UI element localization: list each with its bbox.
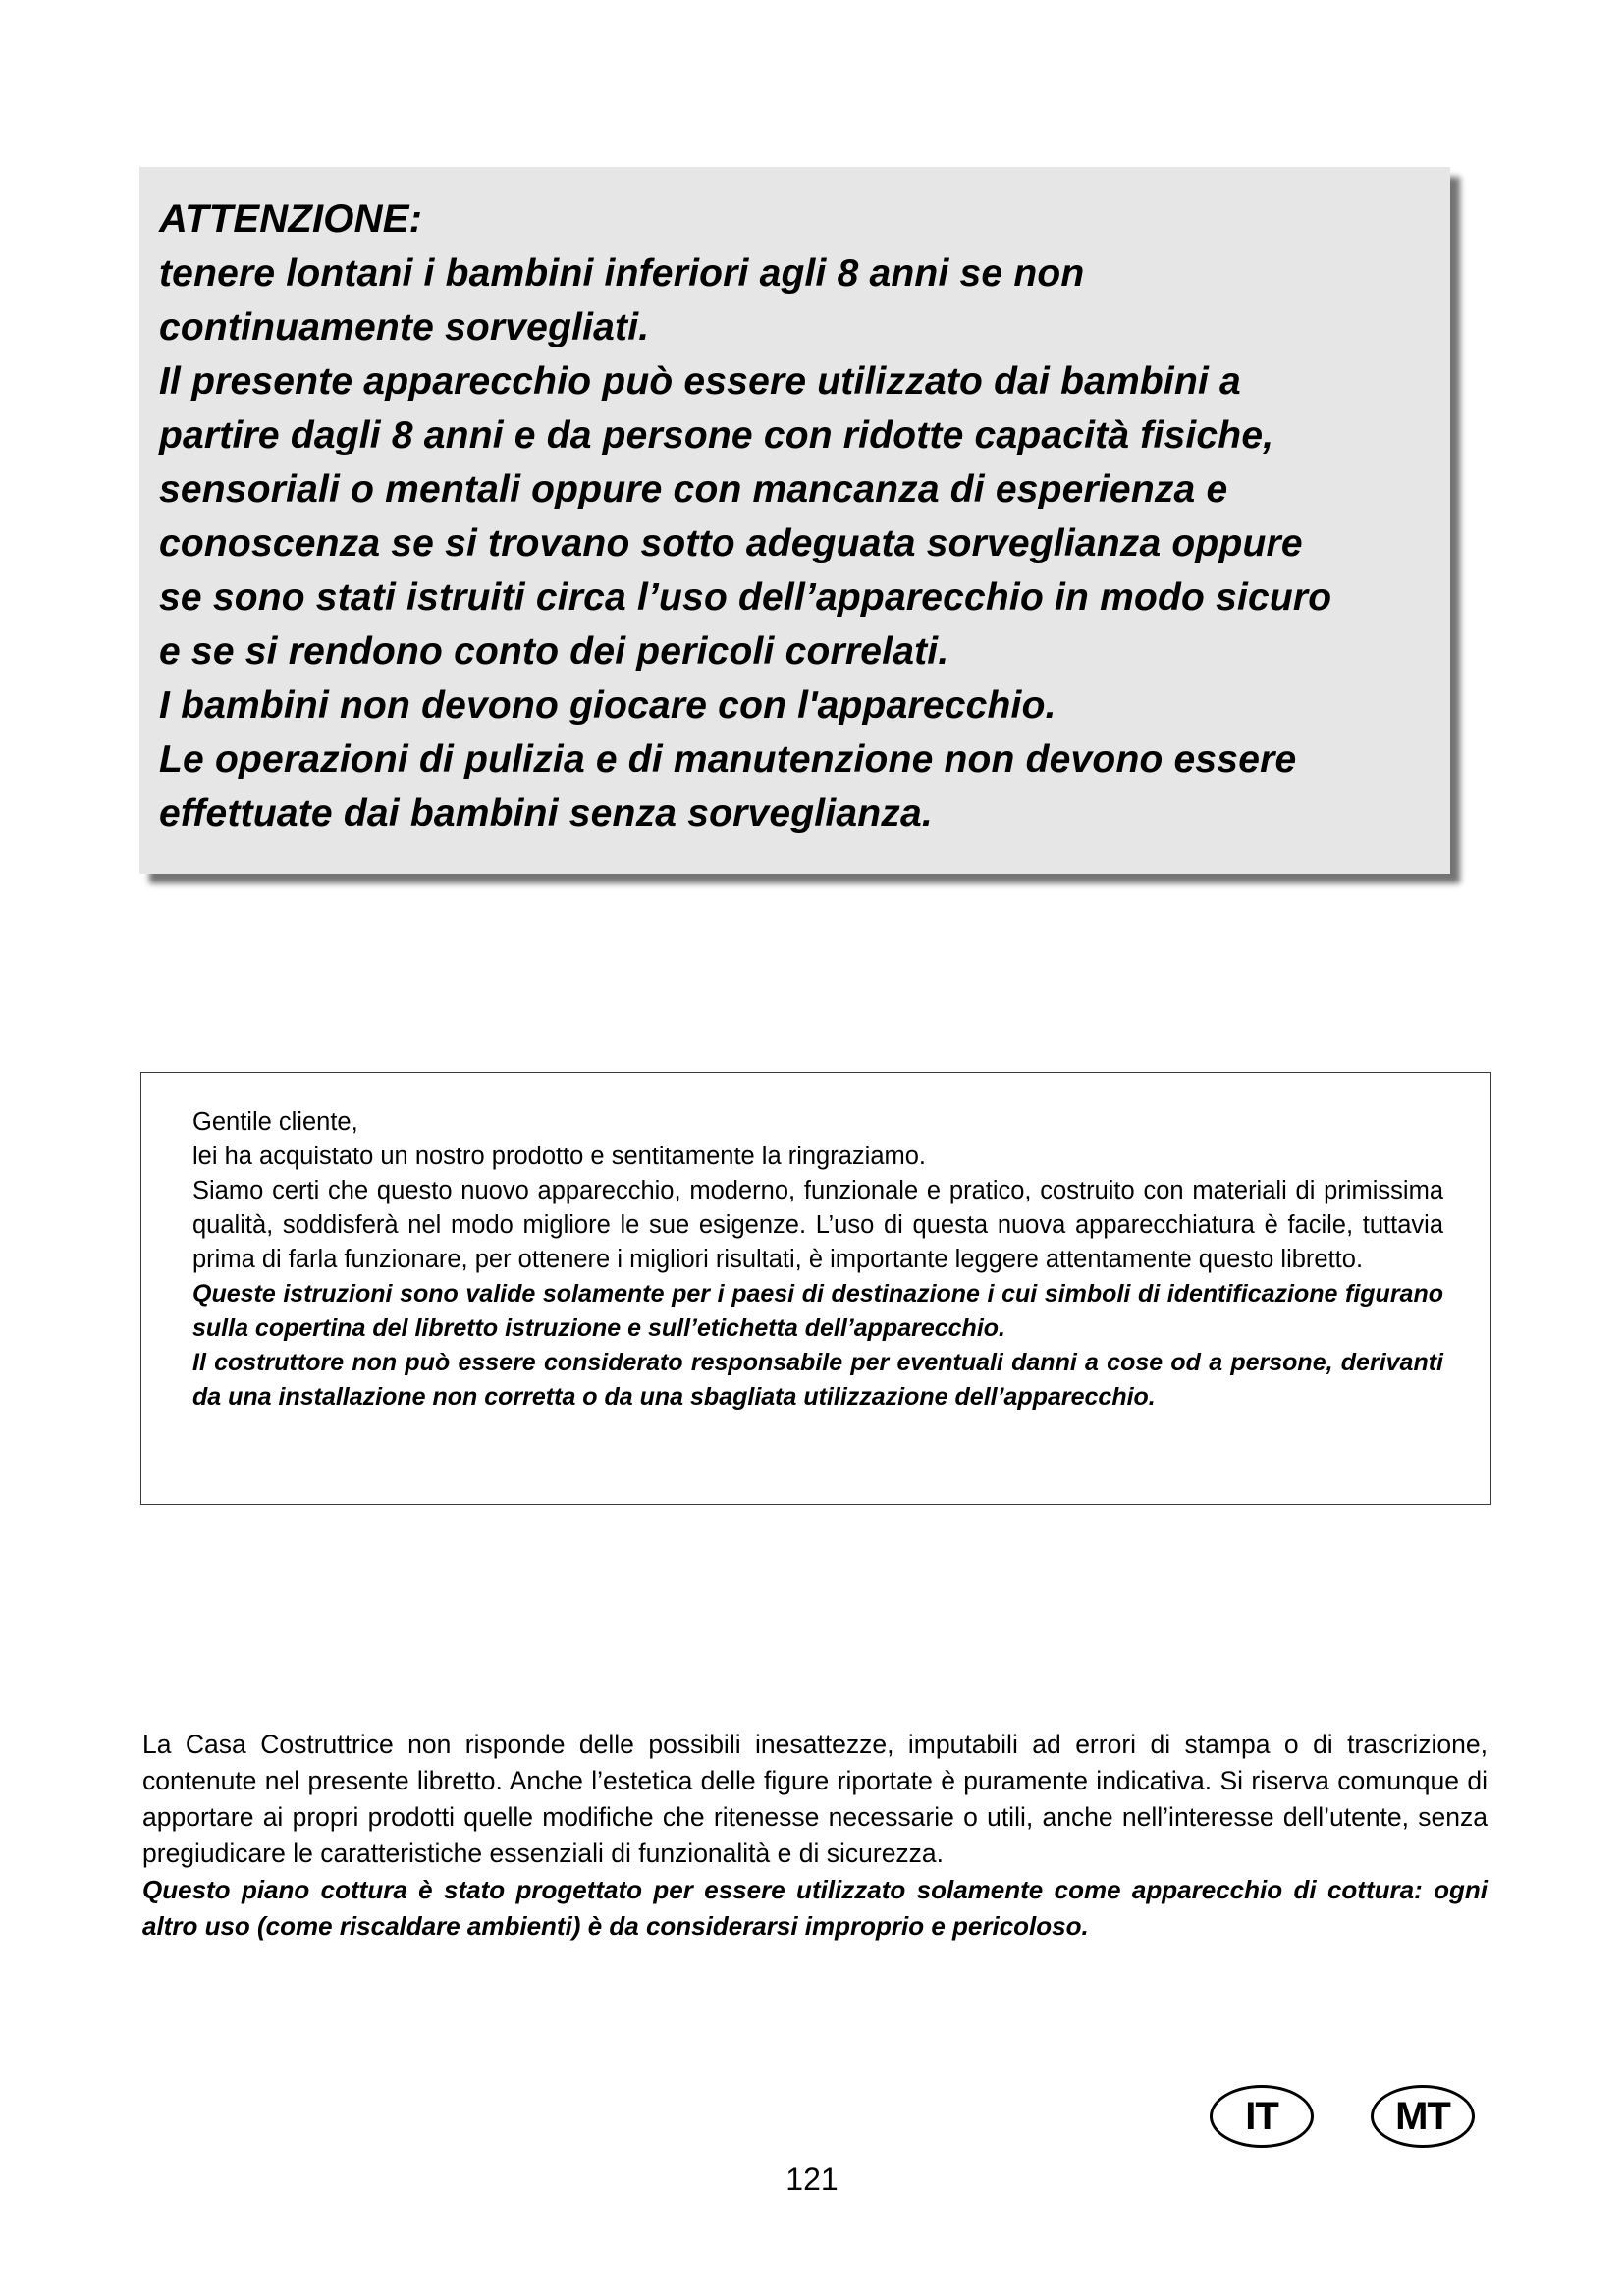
warning-title: ATTENZIONE: [159,197,423,240]
warning-line: partire dagli 8 anni e da persone con ridotte capacità fisiche, [159,414,1274,456]
customer-liability-note: Il costruttore non può essere considerato responsabile per eventuali danni a cose od a persone, derivanti da una installazione non corretta o da una sbagliata utilizzazione dell’apparecchio. [192,1349,1443,1411]
country-badge-mt: MT [1371,2085,1475,2148]
disclaimer-usage-note: Questo piano cottura è stato progettato per essere utilizzato solamente come apparecchio di cottura: ogni altro uso (come riscaldare ambienti) è da considerarsi improprio e pericoloso. [142,1875,1488,1941]
warning-line: Le operazioni di pulizia e di manutenzione non devono essere [159,738,1297,780]
disclaimer-body: La Casa Costruttrice non risponde delle possibili inesattezze, imputabili ad errori di stampa o di trascrizione, contenute nel presente libretto. Anche l’estetica delle figure riportate è puramente indicativa. Si riserva comunque di apportare ai propri prodotti quelle modifiche che ritenesse necessarie o utili, anche nell’interesse dell’utente, senza pregiudicare le caratteristiche essenziali di funzionalità e di sicurezza. [142,1730,1488,1868]
warning-box [139,167,1450,874]
warning-line: Il presente apparecchio può essere utilizzato dai bambini a [159,360,1241,402]
warning-line: conoscenza se si trovano sotto adeguata sorveglianza oppure [159,522,1303,564]
disclaimer [142,1727,1488,1945]
customer-thanks: lei ha acquistato un nostro prodotto e sentitamente la ringraziamo. [192,1143,927,1170]
warning-line: continuamente sorvegliati. [159,306,650,348]
warning-line: tenere lontani i bambini inferiori agli 8 anni se non [159,252,1085,294]
country-badge-it: IT [1210,2085,1314,2148]
warning-line: I bambini non devono giocare con l'apparecchio. [159,684,1056,726]
customer-greeting: Gentile cliente, [192,1108,358,1136]
customer-notice-box [140,1072,1491,1505]
warning-line: se sono stati istruiti circa l’uso dell’apparecchio in modo sicuro [159,576,1332,618]
warning-line: effettuate dai bambini senza sorveglianza. [159,792,933,834]
warning-line: e se si rendono conto dei pericoli correlati. [159,630,949,672]
warning-line: sensoriali o mentali oppure con mancanza di esperienza e [159,468,1228,510]
customer-validity-note: Queste istruzioni sono valide solamente per i paesi di destinazione i cui simboli di identificazione figurano sulla copertina del libretto istruzione e sull’etichetta dell’apparecchio. [192,1280,1443,1342]
page-number: 121 [785,2162,839,2197]
customer-body: Siamo certi che questo nuovo apparecchio, moderno, funzionale e pratico, costruito con materiali di primissima qualità, soddisferà nel modo migliore le sue esigenze. L’uso di questa nuova apparecchiatura è facile, tuttavia prima di farla funzionare, per ottenere i migliori risultati, è importante leggere attentamente questo libretto. [192,1177,1443,1273]
